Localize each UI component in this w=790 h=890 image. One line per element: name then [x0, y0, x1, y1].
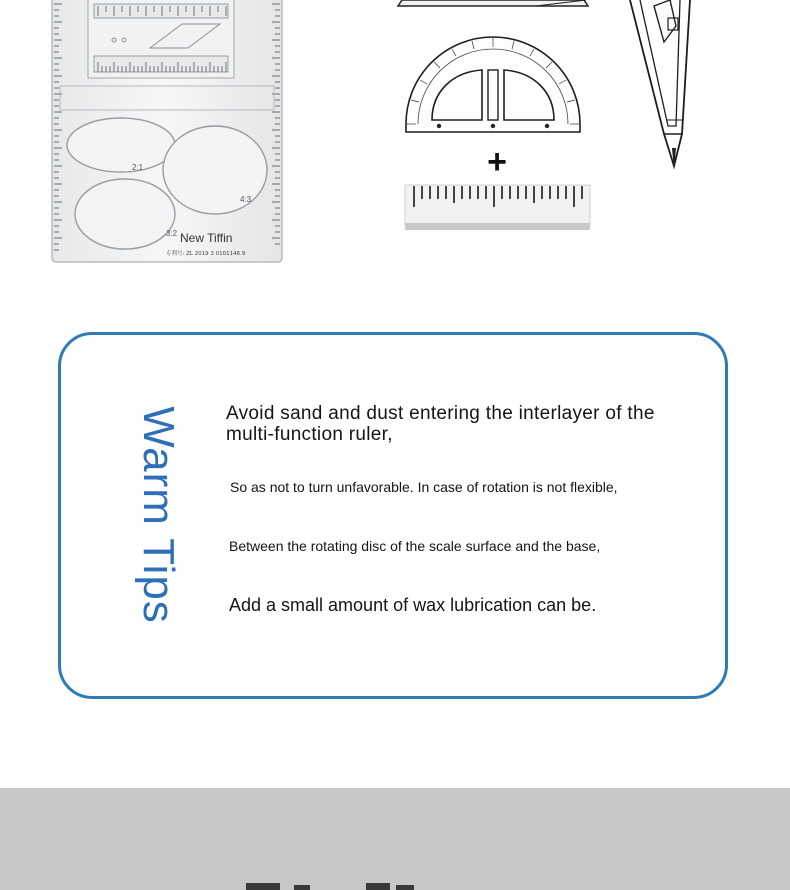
- set-square-image: [396, 0, 590, 10]
- template-ruler-image: [50, 0, 284, 266]
- compass-image: [624, 0, 696, 172]
- warm-tips-title-text: Warm Tips: [134, 406, 183, 624]
- tip-item: So as not to turn unfavorable. In case of rotation is not flexible,: [230, 479, 618, 495]
- tip-item: Add a small amount of wax lubrication can be.: [229, 595, 597, 615]
- protractor-image: [404, 36, 582, 136]
- footer-heading-fragment: [246, 883, 414, 890]
- straight-ruler-image: [404, 183, 592, 233]
- ruler-ellipse-label-bottom: 3:2: [166, 229, 178, 238]
- footer-band: [0, 788, 790, 890]
- plus-sign: +: [487, 143, 507, 181]
- ruler-ellipse-label-right: 4:3: [240, 195, 252, 204]
- product-illustrations: [0, 0, 790, 290]
- ruler-ellipse-label-left: 2:1: [132, 163, 144, 172]
- tip-item: Avoid sand and dust entering the interlayer of the multi-function ruler,: [226, 403, 655, 445]
- tip-item: Between the rotating disc of the scale surface and the base,: [229, 538, 601, 554]
- ruler-brand-label: New Tiffin: [180, 231, 233, 245]
- ruler-patent-label: 专利号: ZL 2019 3 0101146.9: [166, 251, 246, 257]
- warm-tips-title: [126, 408, 190, 622]
